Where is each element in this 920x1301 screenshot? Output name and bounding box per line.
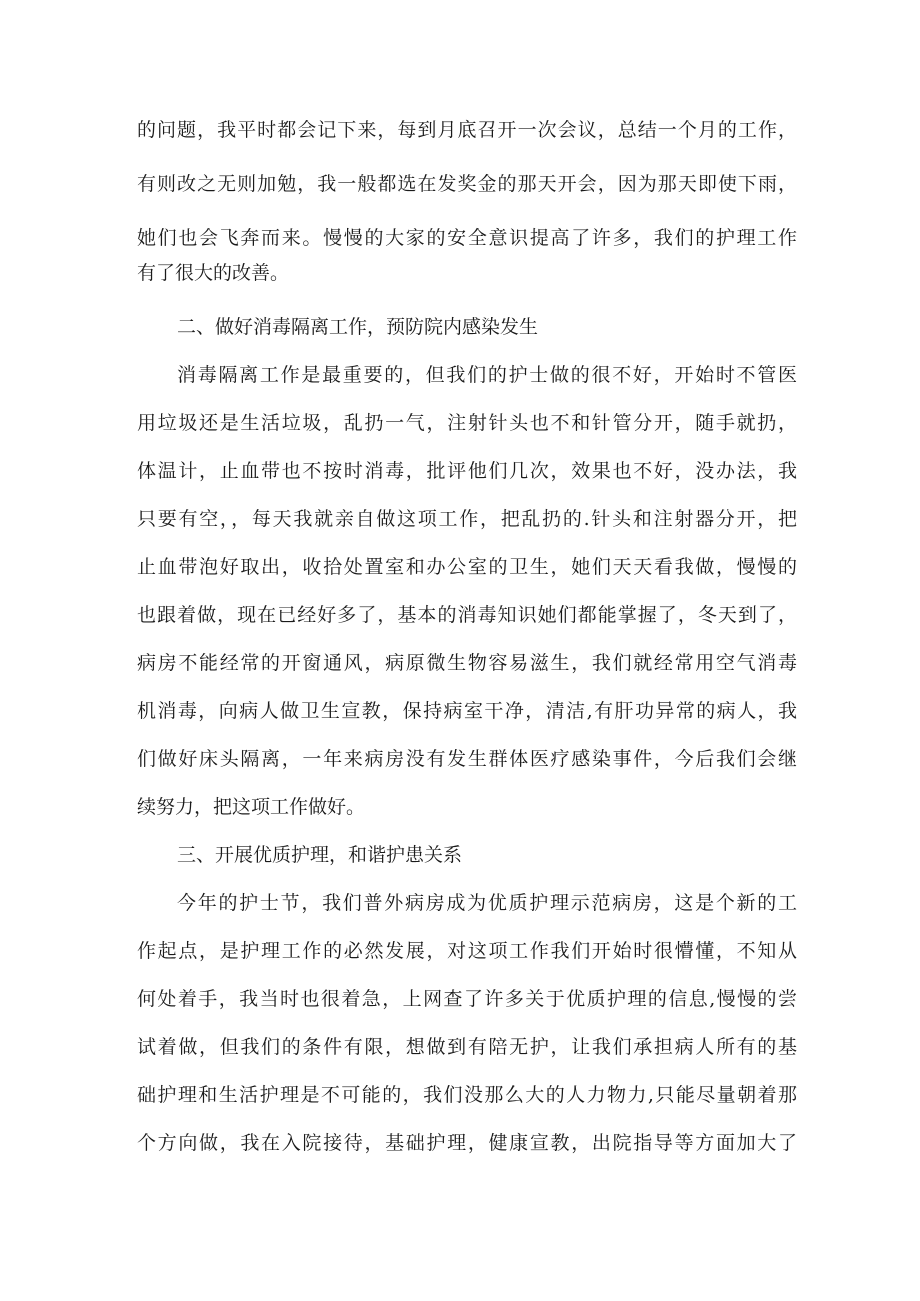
text-line: 有了很大的改善。 (137, 262, 290, 284)
text-line: 她们也会飞奔而来。慢慢的大家的安全意识提高了许多，我们的护理工作 (137, 227, 797, 249)
text-line: 消毒隔离工作是最重要的，但我们的护士做的很不好，开始时不管医 (177, 364, 797, 386)
text-line: 止血带泡好取出，收拾处置室和办公室的卫生，她们天天看我做，慢慢的 (137, 556, 797, 578)
text-line: 续努力，把这项工作做好。 (137, 796, 366, 818)
text-line: 今年的护士节，我们普外病房成为优质护理示范病房，这是个新的工 (177, 892, 797, 914)
text-line: 也跟着做，现在已经好多了，基本的消毒知识她们都能掌握了，冬天到了， (137, 604, 797, 626)
text-line: 何处着手，我当时也很着急，上网查了许多关于优质护理的信息,慢慢的尝 (137, 988, 797, 1010)
text-line: 病房不能经常的开窗通风，病原微生物容易滋生，我们就经常用空气消毒 (137, 652, 797, 674)
section-heading: 三、开展优质护理，和谐护患关系 (177, 844, 463, 866)
text-line: 作起点，是护理工作的必然发展，对这项工作我们开始时很懵懂，不知从 (137, 940, 797, 962)
text-line: 试着做，但我们的条件有限，想做到有陪无护，让我们承担病人所有的基 (137, 1036, 797, 1058)
text-line: 机消毒，向病人做卫生宣教，保持病室干净，清洁,有肝功异常的病人，我 (137, 700, 797, 722)
text-line: 体温计，止血带也不按时消毒，批评他们几次，效果也不好，没办法，我 (137, 460, 797, 482)
text-line: 有则改之无则加勉，我一般都选在发奖金的那天开会，因为那天即使下雨， (137, 173, 797, 195)
text-line: 用垃圾还是生活垃圾，乱扔一气，注射针头也不和针管分开，随手就扔， (137, 412, 797, 434)
text-line: 个方向做，我在入院接待，基础护理，健康宣教，出院指导等方面加大了 (137, 1132, 797, 1154)
text-line: 们做好床头隔离，一年来病房没有发生群体医疗感染事件，今后我们会继 (137, 748, 797, 770)
text-line: 础护理和生活护理是不可能的，我们没那么大的人力物力,只能尽量朝着那 (137, 1084, 797, 1106)
text-line: 只要有空，，每天我就亲自做这项工作，把乱扔的.针头和注射器分开，把 (137, 508, 797, 530)
text-line: 的问题，我平时都会记下来，每到月底召开一次会议，总结一个月的工作， (137, 119, 797, 141)
section-heading: 二、做好消毒隔离工作，预防院内感染发生 (177, 316, 539, 338)
